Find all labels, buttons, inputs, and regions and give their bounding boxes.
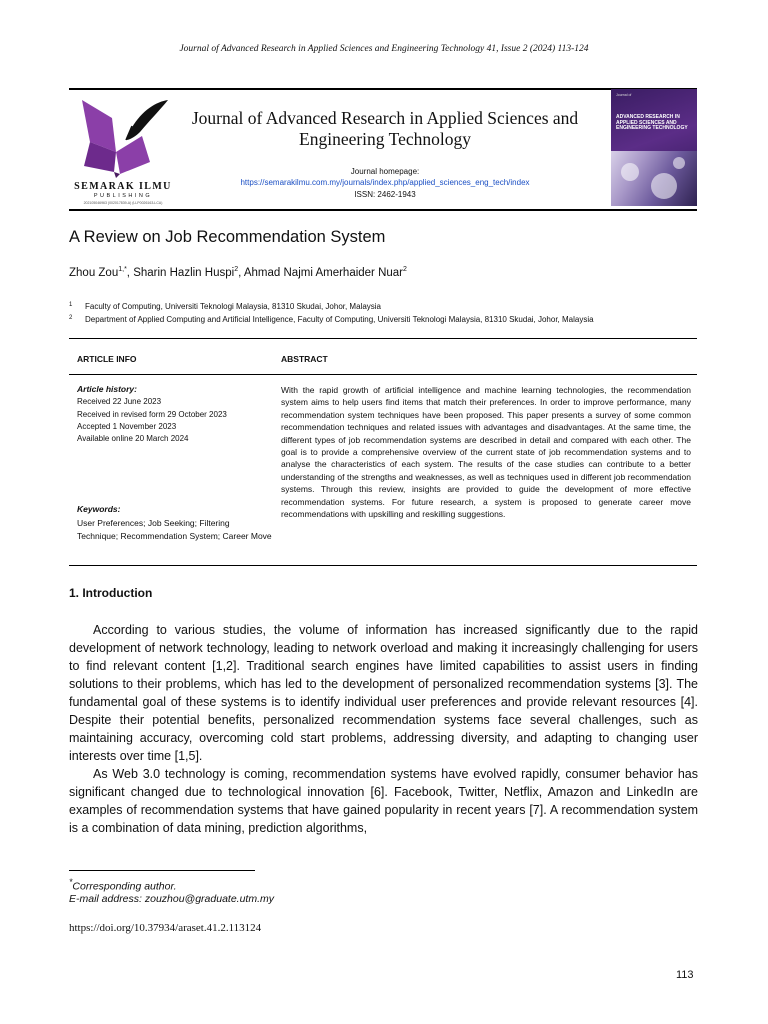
cover-title: ADVANCED RESEARCH IN APPLIED SCIENCES AND ENGINEERING TECHNOLOGY [616, 114, 688, 132]
abstract-text: With the rapid growth of artificial intelligence and machine learning technologies, the recommendation system aims to help users find items that match their preferences. In order to improve performance, many recommendation system techniques have been proposed. This paper presents a survey of some common recommendation techniques and related issues with advantages and disadvantages. At the same time, the different types of job recommendation systems are described in detail and compared with each other. The goal is to provide a comprehensive overview of the current state of job recommendation systems and to analyse the characteristics of each system. The results of the case studies can contribute to a better understanding of the strengths and weaknesses, as well as techniques used in different job recommendation systems. Through this review, insights are provided to guide the development of more effective recommendation systems. For future research, a system is proposed to generate career move recommendations with upskilling and reskilling suggestions. [281, 385, 691, 520]
cover-image [611, 151, 697, 206]
history-item: Available online 20 March 2024 [77, 434, 189, 443]
section-heading: 1. Introduction [69, 586, 153, 600]
affiliation-number: 1 [69, 302, 73, 308]
author-sup: 1,* [118, 266, 127, 273]
journal-cover [611, 89, 697, 206]
abstract-heading: ABSTRACT [281, 354, 328, 364]
affiliation-number: 2 [69, 315, 73, 321]
author-sup: 2 [403, 266, 407, 273]
doi-link[interactable]: https://doi.org/10.37934/araset.41.2.113124 [69, 922, 262, 934]
author-sup: 2 [234, 266, 239, 273]
body-text [69, 621, 698, 837]
author-name: Ahmad Najmi Amerhaider Nuar [243, 266, 404, 279]
keywords: User Preferences; Job Seeking; Filtering Technique; Recommendation System; Career Move [77, 518, 272, 541]
footnote-mark: * [69, 877, 73, 887]
cover-top: Journal of [616, 93, 632, 97]
affiliation-text: Faculty of Computing, Universiti Teknologi Malaysia, 81310 Skudai, Johor, Malaysia [85, 302, 381, 311]
info-rule-top [69, 338, 697, 339]
history-item: Accepted 1 November 2023 [77, 422, 177, 431]
history-item: Received in revised form 29 October 2023 [77, 410, 227, 419]
paper-title: A Review on Job Recommendation System [69, 228, 386, 246]
history-title: Article history: [77, 384, 137, 394]
footnote-email: E-mail address: zouzhou@graduate.utm.my [69, 893, 275, 905]
affiliation [69, 315, 594, 324]
publisher-name: SEMARAK ILMU [74, 181, 172, 192]
keywords-title: Keywords: [77, 504, 121, 514]
footnote-rule [69, 870, 255, 871]
homepage-link[interactable]: https://semarakilmu.com.my/journals/index.php/applied_sciences_eng_tech/index [240, 178, 530, 187]
affiliation-text: Department of Applied Computing and Artificial Intelligence, Faculty of Computing, Universiti Teknologi Malaysia, 81310 Skudai, Johor, Malaysia [85, 315, 594, 324]
homepage-label: Journal homepage: [350, 167, 420, 176]
page-number: 113 [676, 969, 694, 981]
journal-title: Journal of Advanced Research in Applied Sciences and Engineering Technology [191, 108, 579, 149]
author-name: Zhou Zou [69, 266, 119, 279]
publisher-sub: PUBLISHING [93, 193, 153, 199]
paragraph: According to various studies, the volume of information has increased significantly due to the rapid development of network technology, leading to network overload and making it increasingly challenging for users to find relevant content [1,2]. Traditional search engines have limited capabilities to assist users in finding solutions to their problems, which has led to the development of personalized recommendation systems [3]. The fundamental goal of these systems is to identify individual user preferences and provide relevant resources [4]. Despite their potential benefits, personalized recommendation systems face several challenges, such as maintaining accuracy, overcoming cold start problems, addressing diversity, and adapting to changing user interests over time [1,5]. [69, 623, 698, 763]
paragraph: As Web 3.0 technology is coming, recommendation systems have evolved rapidly, consumer behavior has significant changed due to technological innovation [6]. Facebook, Twitter, Netflix, Amazon and LinkedIn are examples of recommendation systems that have gained popularity in recent years [7]. A recommendation system is a combination of data mining, prediction algorithms, [69, 767, 698, 835]
issn: ISSN: 2462-1943 [354, 190, 416, 199]
affiliation [69, 302, 381, 311]
running-head: Journal of Advanced Research in Applied Sciences and Engineering Technology 41, Issue 2 (2024) 113-124 [179, 44, 589, 54]
publisher-code: 202105046963 (002017839-A) (LLP0026163-LCA) [83, 201, 163, 205]
article-info-heading: ARTICLE INFO [77, 354, 137, 364]
author-list: Zhou Zou$^{1,*}$, Sharin Hazlin Huspi$^2$, Ahmad Najmi Amerhaider Nuar$^2$ [69, 266, 407, 279]
history-item: Received 22 June 2023 [77, 397, 162, 406]
info-rule-bottom [69, 565, 697, 566]
footnote-corresponding [69, 877, 177, 893]
author-name: Sharin Hazlin Huspi [133, 266, 235, 279]
info-rule-mid [69, 374, 697, 375]
corresponding-text: Corresponding author. [72, 880, 177, 893]
